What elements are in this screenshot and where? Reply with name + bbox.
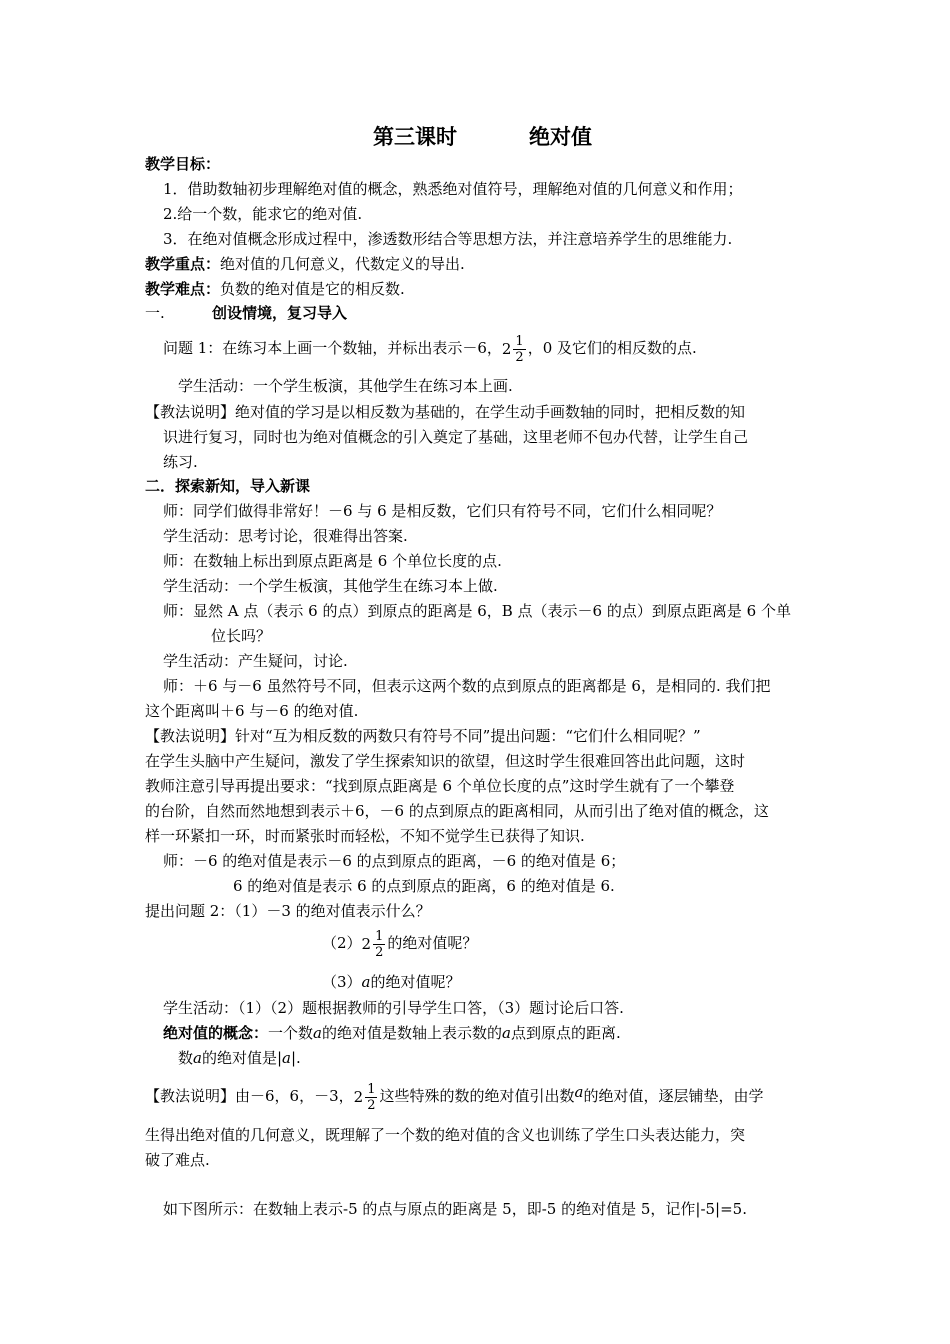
teacher-statement-1: 师：－6 的绝对值是表示－6 的点到原点的距离，－6 的绝对值是 6； bbox=[163, 852, 626, 870]
goals-label: 教学目标： bbox=[145, 155, 221, 173]
difficulty-text: 负数的绝对值是它的相反数. bbox=[220, 280, 405, 298]
concept2-text-b: 的绝对值是 bbox=[201, 1049, 277, 1067]
teacher-statement-2: 6 的绝对值是表示 6 的点到原点的距离，6 的绝对值是 6. bbox=[233, 877, 615, 895]
method-note-1-line2: 识进行复习，同时也为绝对值概念的引入奠定了基础，这里老师不包办代替，让学生自己 bbox=[163, 428, 749, 446]
concept-var-1: a bbox=[313, 1024, 322, 1042]
mixed-number-whole-2: 2 bbox=[361, 935, 372, 953]
question-2-part3-suffix: 的绝对值呢？ bbox=[370, 973, 461, 991]
method-note-3-line1 bbox=[145, 1074, 763, 1115]
key-point-label: 教学重点： bbox=[145, 255, 221, 273]
mixed-number-whole-3: 2 bbox=[353, 1088, 364, 1106]
concept-text-c: 点到原点的距离. bbox=[510, 1024, 621, 1042]
method-note-2-line5: 样一环紧扣一环，时而紧张时而轻松，不知不觉学生已获得了知识. bbox=[145, 827, 585, 845]
note3-text-a: 【教法说明】由－6，6，－3， bbox=[145, 1087, 354, 1105]
fraction-numerator-2: 1 bbox=[375, 928, 384, 944]
question-2: 提出问题 2：（1）－3 的绝对值表示什么？ bbox=[145, 902, 431, 920]
fraction-denominator: 2 bbox=[515, 349, 524, 365]
lesson-title-part1: 第三课时 bbox=[373, 124, 457, 149]
dialogue-line-8: 师：＋6 与－6 虽然符号不同，但表示这两个数的点到原点的距离都是 6，是相同的. 我们把 bbox=[163, 677, 771, 695]
question-2-part2-suffix: 的绝对值呢？ bbox=[387, 934, 478, 952]
goal-item-3: 3．在绝对值概念形成过程中，渗透数形结合等思想方法，并注意培养学生的思维能力. bbox=[163, 230, 733, 248]
difficulty-label: 教学难点： bbox=[145, 280, 221, 298]
fraction-numerator: 1 bbox=[515, 333, 524, 349]
note3-text-b: 这些特殊的数的绝对值引出数 bbox=[379, 1087, 575, 1105]
note3-text-c: 的绝对值，逐层铺垫，由学 bbox=[583, 1087, 764, 1105]
method-note-2-line3: 教师注意引导再提出要求：“找到原点距离是 6 个单位长度的点”这时学生就有了一个攀登 bbox=[145, 777, 735, 795]
question-1-before: 问题 1：在练习本上画一个数轴，并标出表示－6， bbox=[163, 339, 502, 357]
method-note-2-line2: 在学生头脑中产生疑问，激发了学生探索知识的欲望，但这时学生很难回答出此问题，这时 bbox=[145, 752, 746, 770]
mixed-number-whole: 2 bbox=[501, 340, 512, 358]
key-point-text: 绝对值的几何意义，代数定义的导出. bbox=[220, 255, 465, 273]
method-note-2-line4: 的台阶，自然而然地想到表示＋6，－6 的点到原点的距离相同，从而引出了绝对值的概念，这 bbox=[145, 802, 769, 820]
fraction-numerator-3: 1 bbox=[367, 1081, 376, 1097]
method-note-1-line1: 【教法说明】绝对值的学习是以相反数为基础的，在学生动手画数轴的同时，把相反数的知 bbox=[145, 403, 746, 421]
question-1 bbox=[163, 330, 697, 367]
fraction-denominator-3: 2 bbox=[367, 1097, 376, 1113]
section2-heading: 二．探索新知，导入新课 bbox=[145, 477, 311, 495]
concept2-var: a bbox=[193, 1049, 202, 1067]
dialogue-line-9: 这个距离叫＋6 与－6 的绝对值. bbox=[145, 702, 359, 720]
key-point bbox=[145, 254, 465, 274]
question-1-after: ，0 及它们的相反数的点. bbox=[527, 339, 697, 357]
dialogue-line-1: 师：同学们做得非常好！－6 与 6 是相反数，它们只有符号不同，它们什么相同呢？ bbox=[163, 502, 722, 520]
question-2-part2-prefix: （2） bbox=[322, 934, 362, 952]
activity-1: 学生活动：一个学生板演，其他学生在练习本上画. bbox=[178, 377, 513, 395]
method-note-3-line2: 生得出绝对值的几何意义，既理解了一个数的绝对值的含义也训练了学生口头表达能力，突 bbox=[145, 1126, 746, 1144]
method-note-3-line3: 破了难点. bbox=[145, 1151, 210, 1169]
concept-text-b: 的绝对值是数轴上表示数的 bbox=[321, 1024, 502, 1042]
variable-a: a bbox=[361, 973, 371, 991]
concept-notation bbox=[178, 1048, 301, 1068]
fraction-half-2 bbox=[373, 929, 385, 960]
question-2-part3 bbox=[322, 972, 461, 992]
method-note-2-line1: 【教法说明】针对“互为相反数的两数只有符号不同”提出问题：“它们什么相同呢？” bbox=[145, 727, 701, 745]
dialogue-line-6: 位长吗？ bbox=[211, 627, 272, 645]
absolute-value-notation: |a| bbox=[276, 1049, 297, 1067]
concept-definition bbox=[163, 1023, 621, 1043]
dialogue-line-3: 师：在数轴上标出到原点距离是 6 个单位长度的点. bbox=[163, 552, 502, 570]
fraction-denominator-2: 2 bbox=[375, 944, 384, 960]
section1-heading: 创设情境，复习导入 bbox=[212, 304, 348, 322]
fraction-half-3 bbox=[365, 1082, 377, 1113]
difficulty bbox=[145, 279, 405, 299]
dialogue-line-2: 学生活动：思考讨论，很难得出答案. bbox=[163, 527, 408, 545]
concept2-text-a: 数 bbox=[178, 1049, 194, 1067]
question-2-part3-prefix: （3） bbox=[322, 973, 362, 991]
activity-2: 学生活动：（1）（2）题根据教师的引导学生口答，（3）题讨论后口答. bbox=[163, 999, 624, 1017]
method-note-1-line3: 练习. bbox=[163, 453, 198, 471]
section1-number: 一. bbox=[145, 304, 165, 322]
lesson-title bbox=[373, 124, 592, 150]
fraction-half bbox=[513, 334, 525, 365]
dialogue-line-5: 师：显然 A 点（表示 6 的点）到原点的距离是 6，B 点（表示－6 的点）到原点距离是 6 个单 bbox=[163, 602, 791, 620]
question-2-part2 bbox=[322, 925, 477, 962]
lesson-title-part2: 绝对值 bbox=[529, 124, 592, 149]
concept2-text-c: . bbox=[296, 1049, 301, 1067]
concept-var-2: a bbox=[502, 1024, 511, 1042]
concept-text-a: 一个数 bbox=[268, 1024, 314, 1042]
example-statement: 如下图所示：在数轴上表示-5 的点与原点的距离是 5，即-5 的绝对值是 5，记作|-5|=5. bbox=[163, 1200, 747, 1218]
goal-item-2: 2.给一个数，能求它的绝对值. bbox=[163, 205, 363, 223]
dialogue-line-4: 学生活动：一个学生板演，其他学生在练习本上做. bbox=[163, 577, 498, 595]
dialogue-line-7: 学生活动：产生疑问，讨论. bbox=[163, 652, 348, 670]
concept-label: 绝对值的概念： bbox=[163, 1024, 269, 1042]
goal-item-1: 1．借助数轴初步理解绝对值的概念，熟悉绝对值符号，理解绝对值的几何意义和作用； bbox=[163, 180, 743, 198]
note3-var: a bbox=[574, 1083, 584, 1101]
